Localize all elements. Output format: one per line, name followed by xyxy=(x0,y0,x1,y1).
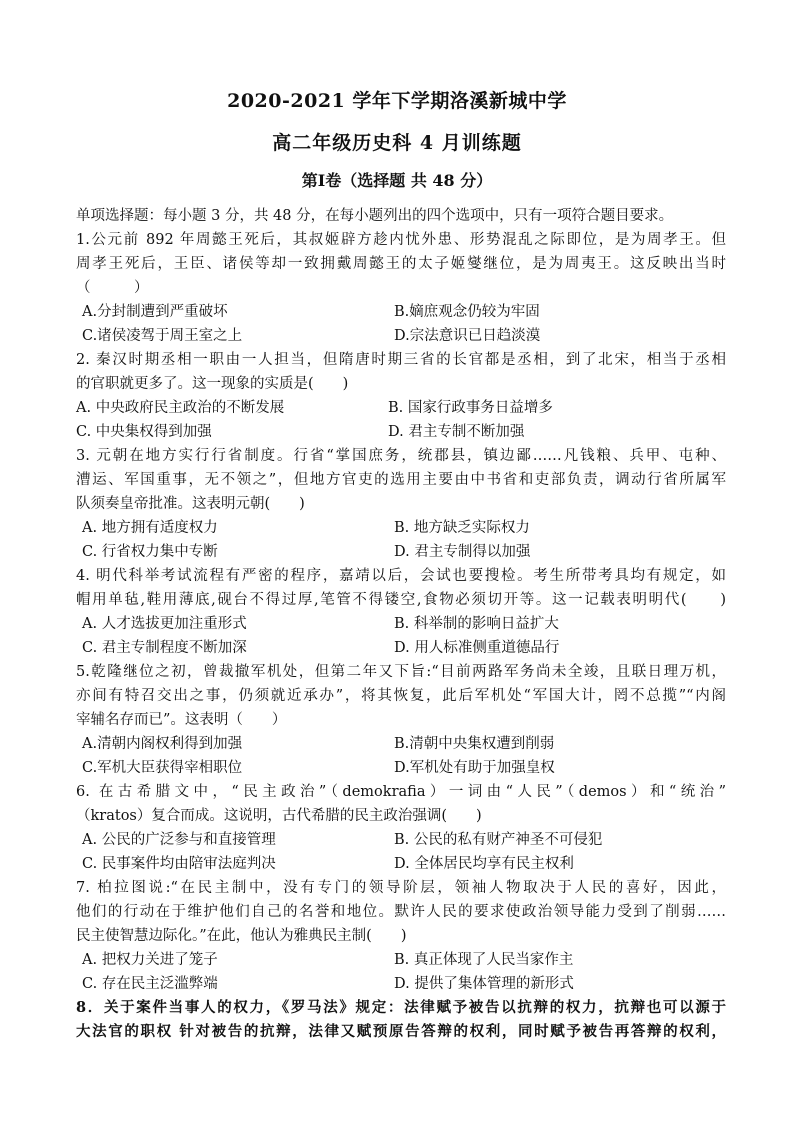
option-a[interactable]: A. 公民的广泛参与和直接管理 xyxy=(82,832,276,848)
instructions: 单项选择题：每小题 3 分，共 48 分，在每小题列出的四个选项中，只有一项符合题目要求。 xyxy=(76,208,674,224)
question-stem-line: 周孝王死后，王臣、诸侯等却一致拥戴周懿王的太子姬燮继位，是为周夷王。这反映出当时 xyxy=(76,256,726,272)
option-a[interactable]: A. 中央政府民主政治的不断发展 xyxy=(76,400,285,416)
option-c[interactable]: C. 存在民主泛滥弊端 xyxy=(82,976,218,992)
option-c[interactable]: C. 君主专制程度不断加深 xyxy=(82,640,247,656)
question-stem-line: （ ） xyxy=(76,280,149,296)
question-stem-line: 亦间有特召交出之事，仍须就近承办”，将其恢复，此后军机处“军国大计，罔不总揽”“内阁 xyxy=(76,688,726,704)
question-stem-line: 大法官的职权 针对被告的抗辩，法律又赋预原告答辩的权利，同时赋予被告再答辩的权利， xyxy=(76,1023,726,1040)
question-stem-line: 他们的行动在于维护他们自己的名誉和地位。默许人民的要求使政治领导能力受到了削弱…… xyxy=(76,904,726,920)
option-a[interactable]: A. 把权力关进了笼子 xyxy=(82,952,218,968)
question-stem-line: 4. 明代科举考试流程有严密的程序，嘉靖以后，会试也要搜检。考生所带考具均有规定，如 xyxy=(76,568,726,584)
question-6 xyxy=(76,780,726,876)
option-a[interactable]: A. 人才选拔更加注重形式 xyxy=(82,616,247,632)
question-stem-line: 队须奏皇帝批准。这表明元朝( ) xyxy=(76,496,305,512)
option-d[interactable]: D. 全体居民均享有民主权利 xyxy=(394,856,574,872)
question-stem-line: 帽用单毡,鞋用薄底,砚台不得过厚,笔管不得镂空,食物必须切开等。这一记载表明明代( ) xyxy=(76,592,726,608)
question-stem-line: 8．关于案件当事人的权力，《罗马法》规定：法律赋予被告以抗辩的权力，抗辩也可以源于 xyxy=(76,999,726,1016)
question-stem-line: 漕运、军国重事，无不领之”，但地方官吏的选用主要由中书省和吏部负责，调动行省所属军 xyxy=(76,472,726,488)
option-d[interactable]: D.宗法意识已日趋淡漠 xyxy=(394,328,541,344)
option-a[interactable]: A.清朝内阁权利得到加强 xyxy=(82,736,243,752)
question-1 xyxy=(76,228,726,348)
question-5 xyxy=(76,660,726,780)
question-stem-line: 民主使智慧边际化。”在此，他认为雅典民主制( ) xyxy=(76,928,407,944)
question-2 xyxy=(76,348,726,444)
question-stem-line: 的官职就更多了。这一现象的实质是( ) xyxy=(76,376,349,392)
option-b[interactable]: B.嫡庶观念仍较为牢固 xyxy=(394,304,540,320)
school-title: 2020-2021 学年下学期洛溪新城中学 xyxy=(227,90,567,112)
question-list xyxy=(76,204,726,1044)
question-8 xyxy=(76,996,726,1044)
option-b[interactable]: B.清朝中央集权遭到削弱 xyxy=(394,736,555,752)
question-stem-line: 宰辅名存而已”。这表明（ ） xyxy=(76,712,287,728)
question-4 xyxy=(76,564,726,660)
option-b[interactable]: B. 真正体现了人民当家作主 xyxy=(394,952,574,968)
question-stem-line: （kratos）复合而成。这说明，古代希腊的民主政治强调( ) xyxy=(76,808,482,824)
option-c[interactable]: C.诸侯凌驾于周王室之上 xyxy=(82,328,243,344)
option-d[interactable]: D. 君主专制得以加强 xyxy=(394,544,531,560)
question-stem-line: 7. 柏拉图说:“在民主制中，没有专门的领导阶层，领袖人物取决于人民的喜好，因此， xyxy=(76,880,726,896)
exam-title: 高二年级历史科 4 月训练题 xyxy=(272,132,522,154)
question-3 xyxy=(76,444,726,564)
question-7 xyxy=(76,876,726,996)
option-d[interactable]: D. 提供了集体管理的新形式 xyxy=(394,976,574,992)
option-a[interactable]: A. 地方拥有适度权力 xyxy=(82,520,218,536)
question-stem-line: 3. 元朝在地方实行行省制度。行省“掌国庶务，统郡县，镇边鄙……凡钱粮、兵甲、屯种、 xyxy=(76,448,726,464)
option-c[interactable]: C. 行省权力集中专断 xyxy=(82,544,218,560)
option-d[interactable]: D. 用人标准侧重道德品行 xyxy=(394,640,560,656)
question-stem-line: 6. 在古希腊文中，“民主政治”（demokrafia）一词由“人民”（demos）和“统治” xyxy=(76,784,726,800)
option-b[interactable]: B. 公民的私有财产神圣不可侵犯 xyxy=(394,832,603,848)
option-d[interactable]: D.军机处有助于加强皇权 xyxy=(394,760,555,776)
option-b[interactable]: B. 地方缺乏实际权力 xyxy=(394,520,530,536)
question-stem-line: 2. 秦汉时期丞相一职由一人担当，但隋唐时期三省的长官都是丞相，到了北宋，相当于丞相 xyxy=(76,352,726,368)
option-c[interactable]: C. 民事案件均由陪审法庭判决 xyxy=(82,856,276,872)
option-a[interactable]: A.分封制遭到严重破坏 xyxy=(82,304,228,320)
question-stem-line: 5.乾隆继位之初，曾裁撤军机处，但第二年又下旨:“目前两路军务尚未全竣，且联日理万机， xyxy=(76,664,726,680)
option-d[interactable]: D. 君主专制不断加强 xyxy=(388,424,525,440)
option-b[interactable]: B. 国家行政事务日益增多 xyxy=(388,400,553,416)
question-stem-line: 1.公元前 892 年周懿王死后，其叔姬辟方趁内忧外患、形势混乱之际即位，是为周孝王。但 xyxy=(76,232,726,248)
option-c[interactable]: C.军机大臣获得宰相职位 xyxy=(82,760,243,776)
section-title: 第Ⅰ卷（选择题 共 48 分） xyxy=(301,171,493,190)
option-c[interactable]: C. 中央集权得到加强 xyxy=(76,424,212,440)
option-b[interactable]: B. 科举制的影响日益扩大 xyxy=(394,616,559,632)
